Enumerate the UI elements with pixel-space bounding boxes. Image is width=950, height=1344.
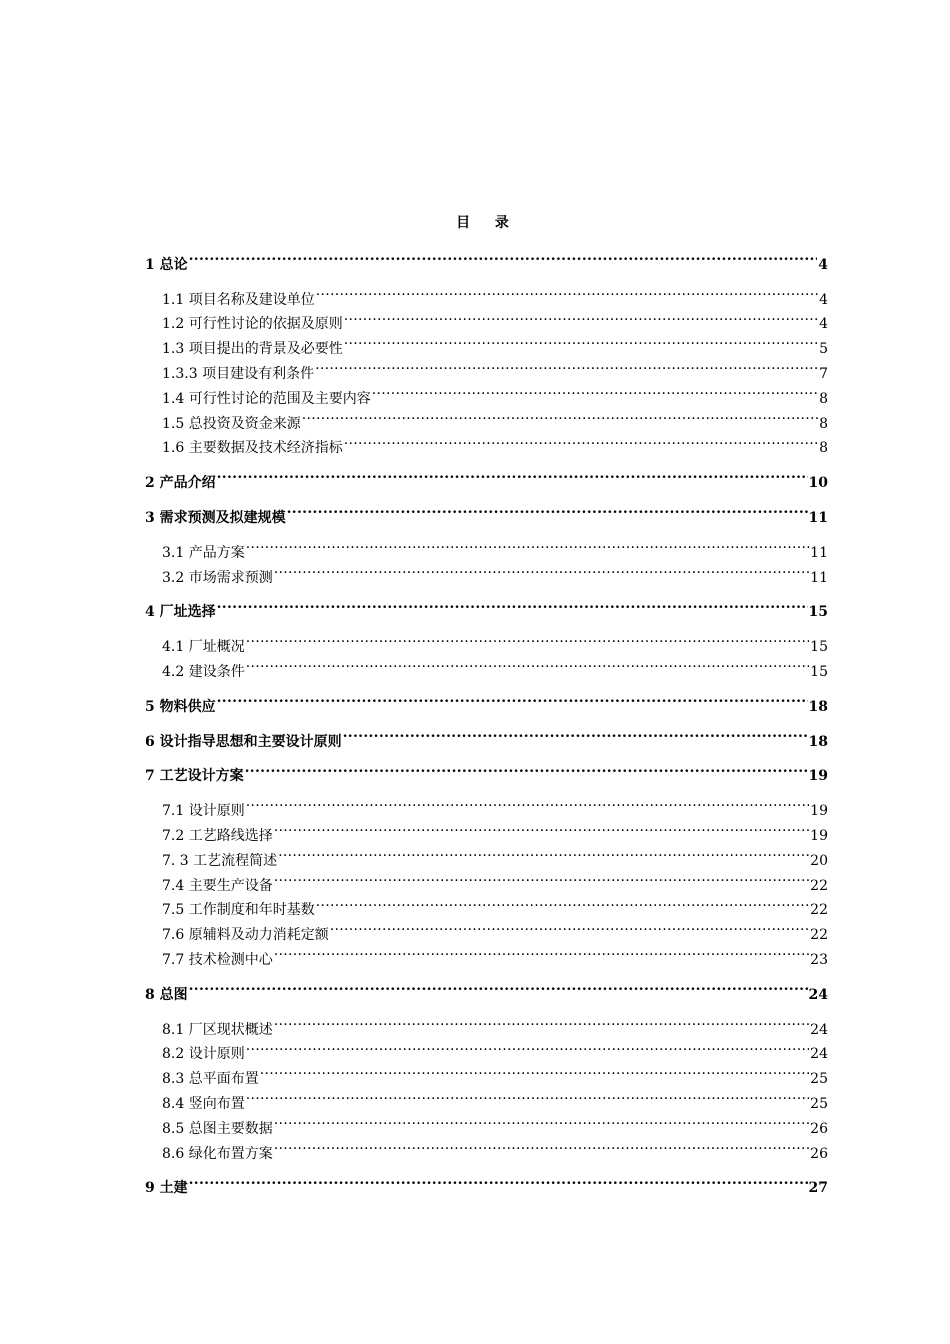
toc-dot-leader — [246, 532, 809, 557]
toc-dot-leader — [246, 790, 809, 815]
toc-entry-label: 5 物料供应 — [145, 698, 216, 715]
toc-entry-label: 8.5 总图主要数据 — [162, 1120, 273, 1137]
toc-entry-label: 1.3.3 项目建设有利条件 — [162, 365, 315, 382]
toc-section-entry[interactable] — [145, 1083, 828, 1112]
toc-dot-leader — [344, 428, 818, 453]
toc-dot-leader — [316, 890, 809, 915]
toc-entry-label: 1 总论 — [145, 256, 188, 273]
toc-dot-leader — [217, 462, 808, 487]
toc-dot-leader — [344, 328, 818, 353]
toc-dot-leader — [246, 1083, 809, 1108]
toc-entry-label: 7.7 技术检测中心 — [162, 951, 273, 968]
toc-entry-label: 4.1 厂址概况 — [162, 639, 245, 656]
toc-page-number: 15 — [810, 639, 828, 656]
toc-page-number: 7 — [819, 365, 828, 382]
toc-entry-label: 1.3 项目提出的背景及必要性 — [162, 341, 343, 358]
toc-entry-label: 7.4 主要生产设备 — [162, 877, 273, 894]
toc-section-entry[interactable] — [145, 279, 828, 308]
toc-page-number: 19 — [810, 803, 828, 820]
toc-chapter-entry[interactable] — [145, 462, 828, 492]
table-of-contents — [145, 244, 828, 1197]
toc-dot-leader — [189, 244, 818, 269]
toc-entry-label: 7.1 设计原则 — [162, 803, 245, 820]
toc-page-number: 10 — [808, 475, 828, 492]
toc-section-entry[interactable] — [145, 626, 828, 656]
toc-entry-label: 3 需求预测及拟建规模 — [145, 509, 286, 526]
toc-page-number: 8 — [819, 390, 828, 407]
toc-entry-label: 7.6 原辅料及动力消耗定额 — [162, 927, 329, 944]
toc-dot-leader — [217, 686, 808, 711]
toc-page-number: 8 — [819, 440, 828, 457]
toc-chapter-entry[interactable] — [145, 756, 828, 785]
toc-page-number: 11 — [808, 509, 828, 526]
toc-entry-label: 8 总图 — [145, 986, 188, 1003]
toc-entry-label: 7 工艺设计方案 — [145, 768, 244, 785]
toc-dot-leader — [315, 353, 818, 378]
toc-dot-leader — [302, 403, 818, 428]
toc-page-number: 26 — [810, 1120, 828, 1137]
toc-entry-label: 4.2 建设条件 — [162, 663, 245, 680]
toc-dot-leader — [274, 939, 809, 964]
toc-entry-label: 7.5 工作制度和年时基数 — [162, 902, 315, 919]
toc-entry-label: 1.2 可行性讨论的依据及原则 — [162, 316, 343, 333]
toc-dot-leader — [189, 1168, 808, 1193]
toc-section-entry[interactable] — [145, 815, 828, 844]
toc-chapter-entry[interactable] — [145, 974, 828, 1003]
toc-section-entry[interactable] — [145, 532, 828, 561]
toc-entry-label: 1.1 项目名称及建设单位 — [162, 291, 315, 308]
toc-page-number: 24 — [810, 1046, 828, 1063]
toc-page-number: 18 — [808, 698, 828, 715]
toc-dot-leader — [287, 497, 808, 522]
toc-page-number: 19 — [810, 827, 828, 844]
toc-dot-leader — [274, 1108, 809, 1133]
toc-section-entry[interactable] — [145, 1108, 828, 1137]
toc-page-number: 15 — [810, 663, 828, 680]
toc-entry-label: 8.2 设计原则 — [162, 1046, 245, 1063]
toc-dot-leader — [316, 279, 818, 304]
toc-section-entry[interactable] — [145, 1009, 828, 1038]
toc-dot-leader — [274, 865, 809, 890]
toc-page-number: 22 — [810, 877, 828, 894]
toc-dot-leader — [344, 304, 818, 329]
toc-chapter-entry[interactable] — [145, 721, 828, 750]
toc-dot-leader — [246, 651, 809, 676]
toc-entry-label: 8.4 竖向布置 — [162, 1095, 245, 1112]
toc-entry-label: 4 厂址选择 — [145, 604, 216, 621]
toc-title: 目 录 — [456, 215, 519, 231]
toc-page-number: 25 — [810, 1095, 828, 1112]
toc-section-entry[interactable] — [145, 790, 828, 820]
toc-page-number: 4 — [819, 316, 828, 333]
toc-entry-label: 1.6 主要数据及技术经济指标 — [162, 440, 343, 457]
toc-page-number: 24 — [810, 1021, 828, 1038]
toc-entry-label: 8.1 厂区现状概述 — [162, 1021, 273, 1038]
toc-page-number: 11 — [810, 569, 828, 586]
toc-dot-leader — [274, 815, 809, 840]
toc-page-number: 4 — [819, 291, 828, 308]
toc-section-entry[interactable] — [145, 651, 828, 680]
toc-page-number: 4 — [818, 256, 828, 273]
toc-section-entry[interactable] — [145, 1034, 828, 1063]
toc-entry-label: 7. 3 工艺流程简述 — [162, 852, 278, 869]
toc-page-number: 18 — [808, 733, 828, 750]
toc-section-entry[interactable] — [145, 557, 828, 586]
toc-dot-leader — [278, 840, 809, 865]
toc-dot-leader — [189, 974, 808, 999]
toc-dot-leader — [274, 1133, 809, 1158]
toc-page-number: 8 — [819, 415, 828, 432]
toc-dot-leader — [245, 756, 808, 781]
toc-chapter-entry[interactable] — [145, 244, 828, 273]
toc-dot-leader — [246, 626, 809, 651]
toc-dot-leader — [343, 721, 808, 746]
toc-page-number: 19 — [808, 768, 828, 785]
toc-entry-label: 2 产品介绍 — [145, 475, 216, 492]
toc-entry-label: 1.4 可行性讨论的范围及主要内容 — [162, 390, 371, 407]
toc-page-number: 15 — [808, 604, 828, 621]
toc-dot-leader — [274, 557, 809, 582]
toc-dot-leader — [330, 914, 809, 939]
toc-chapter-entry[interactable] — [145, 497, 828, 526]
toc-page-number: 22 — [810, 927, 828, 944]
toc-chapter-entry[interactable] — [145, 592, 828, 621]
toc-page-number: 5 — [819, 341, 828, 358]
toc-entry-label: 1.5 总投资及资金来源 — [162, 415, 301, 432]
toc-entry-label: 9 土建 — [145, 1180, 188, 1197]
toc-dot-leader — [246, 1034, 809, 1059]
toc-page-number: 25 — [810, 1071, 828, 1088]
toc-page-number: 20 — [810, 852, 828, 869]
toc-entry-label: 8.3 总平面布置 — [162, 1071, 259, 1088]
toc-section-entry[interactable] — [145, 1058, 828, 1088]
toc-entry-label: 8.6 绿化布置方案 — [162, 1145, 273, 1162]
toc-page-number: 26 — [810, 1145, 828, 1162]
toc-page-number: 11 — [810, 544, 828, 561]
toc-page-number: 22 — [810, 902, 828, 919]
toc-page-number: 27 — [808, 1180, 828, 1197]
toc-entry-label: 6 设计指导思想和主要设计原则 — [145, 733, 342, 750]
toc-dot-leader — [260, 1058, 809, 1083]
toc-chapter-entry[interactable] — [145, 686, 828, 715]
toc-page-number: 23 — [810, 951, 828, 968]
toc-dot-leader — [217, 592, 808, 617]
toc-page-number: 24 — [808, 986, 828, 1003]
toc-entry-label: 3.2 市场需求预测 — [162, 569, 273, 586]
toc-dot-leader — [274, 1009, 809, 1034]
toc-chapter-entry[interactable] — [145, 1168, 828, 1197]
toc-dot-leader — [372, 378, 818, 403]
toc-entry-label: 3.1 产品方案 — [162, 544, 245, 561]
toc-entry-label: 7.2 工艺路线选择 — [162, 827, 273, 844]
